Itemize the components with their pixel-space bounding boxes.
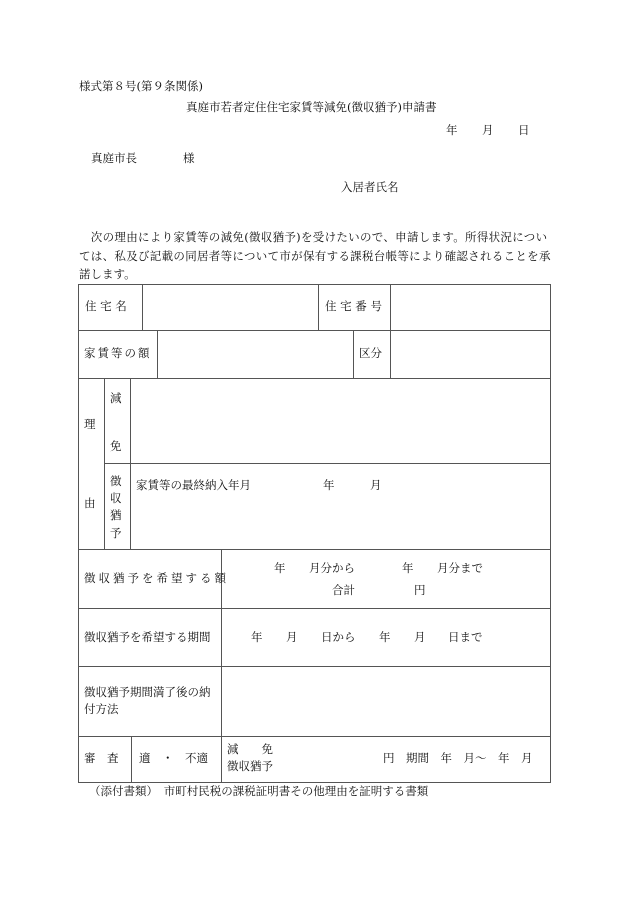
period-to-year: 年	[379, 630, 391, 644]
date-day: 日	[518, 123, 530, 137]
honorific: 様	[183, 151, 195, 165]
to-year: 年	[402, 561, 414, 575]
from-year: 年	[274, 561, 286, 575]
category-label: 区分	[359, 346, 382, 360]
last-payment-label: 家賃等の最終納入年月	[136, 478, 251, 492]
reason-label-1: 理	[84, 417, 96, 431]
period-to-month: 月	[414, 630, 426, 644]
deferral-amount-input[interactable]	[221, 549, 551, 609]
exemption-reason-input[interactable]	[130, 378, 551, 464]
payment-method-label-1: 徴収猶予期間満了後の納	[84, 685, 211, 699]
form-title: 真庭市若者定住住宅家賃等減免(徴収猶予)申請書	[186, 100, 437, 114]
form-number: 様式第８号(第９条関係)	[79, 79, 203, 93]
exemption-label-2: 免	[110, 439, 122, 453]
review-label: 審 査	[84, 751, 119, 765]
applicant-name-label: 入居者氏名	[341, 180, 399, 194]
addressee: 真庭市長	[91, 151, 137, 165]
payment-method-label-2: 付方法	[84, 702, 119, 716]
body-line-2: ては、私及び記載の同居者等について市が保有する課税台帳等により確認されることを承	[79, 249, 551, 263]
body-line-3: 諾します。	[79, 267, 136, 281]
deferral-reason-input[interactable]	[130, 463, 551, 550]
rent-amount-label: 家賃等の額	[84, 346, 152, 360]
last-payment-year: 年	[323, 478, 335, 492]
house-number-label: 住 宅 番 号	[325, 299, 382, 313]
attachments-note: （添付書類） 市町村民税の課税証明書その他理由を証明する書類	[89, 784, 429, 798]
from-month: 月分から	[309, 561, 355, 575]
reason-label-cell	[78, 378, 105, 550]
period-to-day: 日まで	[448, 630, 483, 644]
payment-method-input[interactable]	[221, 666, 551, 737]
total-label: 合計	[332, 583, 355, 597]
review-deferral: 徴収猶予	[227, 759, 273, 773]
house-name-input[interactable]	[142, 284, 319, 331]
date-month: 月	[482, 123, 494, 137]
review-exemption: 減 免	[227, 742, 273, 756]
exemption-label-1: 減	[110, 391, 122, 405]
deferral-label-1: 徴	[110, 474, 122, 488]
review-tail: 円 期間 年 月～ 年 月	[383, 751, 533, 765]
yen-label: 円	[414, 583, 426, 597]
body-line-1: 次の理由により家賃等の減免(徴収猶予)を受けたいので、申請します。所得状況につい	[79, 230, 548, 244]
last-payment-month: 月	[370, 478, 382, 492]
period-from-month: 月	[286, 630, 298, 644]
date-year: 年	[446, 123, 458, 137]
deferral-amount-label: 徴収猶予を希望する額	[84, 571, 229, 585]
category-input[interactable]	[390, 330, 551, 379]
deferral-label-2: 収	[110, 491, 122, 505]
period-from-year: 年	[251, 630, 263, 644]
review-result: 適 ・ 不適	[139, 751, 208, 765]
rent-amount-input[interactable]	[157, 330, 354, 379]
deferral-period-label: 徴収猶予を希望する期間	[84, 630, 211, 644]
to-month: 月分まで	[437, 561, 483, 575]
house-name-label: 住 宅 名	[85, 299, 127, 313]
deferral-label-3: 猶	[110, 508, 122, 522]
deferral-label-4: 予	[110, 526, 122, 540]
house-number-input[interactable]	[390, 284, 551, 331]
period-from-day: 日から	[321, 630, 356, 644]
reason-label-2: 由	[84, 496, 96, 510]
